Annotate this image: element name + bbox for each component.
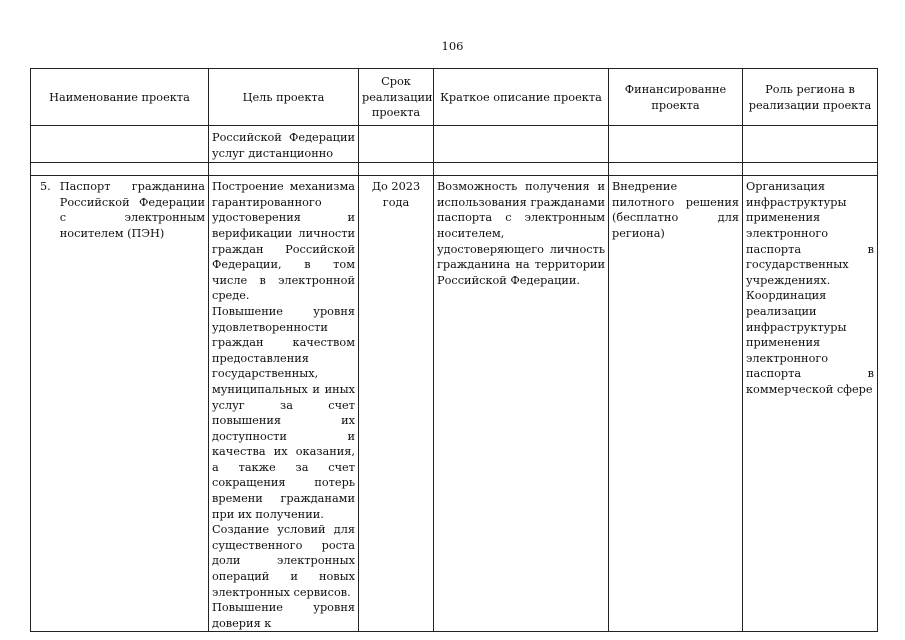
table-row-project-5 (31, 176, 878, 632)
page-number: 106 (441, 39, 464, 53)
cell-project-name (31, 176, 209, 632)
role-paragraph: Организация инфраструктуры применения электронного паспорта в государственных учреждениях. (746, 180, 874, 287)
header-project-financing: Финансированне проекта (609, 69, 743, 126)
cell-empty (609, 126, 743, 163)
header-region-role: Роль региона в реализации проекта (743, 69, 878, 126)
cell-project-goal (209, 176, 359, 632)
role-paragraph: Координация реализации инфраструктуры применения электронного паспорта в коммерческой сфере (746, 289, 874, 396)
cell-empty (31, 126, 209, 163)
goal-paragraph: Повышение уровня доверия к (212, 601, 355, 630)
header-project-goal: Цель проекта (209, 69, 359, 126)
cell-empty (609, 163, 743, 176)
cell-empty (359, 126, 434, 163)
cell-empty (434, 126, 609, 163)
cell-empty (359, 163, 434, 176)
cell-empty (434, 163, 609, 176)
header-project-description: Краткое описание проекта (434, 69, 609, 126)
header-project-name: Наименование проекта (31, 69, 209, 126)
table-row-continuation (31, 126, 878, 163)
cell-empty (31, 163, 209, 176)
table-row-spacer (31, 163, 878, 176)
cell-goal-continuation: Российской Федерации услуг дистанционно (209, 126, 359, 163)
cell-project-description: Возможность получения и использования гражданами паспорта с электронным носителем, удостоверяющего личность гражданина на территории Российской Федерации. (434, 176, 609, 632)
goal-paragraph: Построение механизма гарантированного удостоверения и верификации личности граждан Российской Федерации, в том числе в электронной среде. (212, 180, 355, 303)
project-name: Паспорт гражданина Российской Федерации с электронным носителем (ПЭН) (59, 180, 205, 240)
cell-project-financing: Внедрение пилотного решения (бесплатно для региона) (609, 176, 743, 632)
cell-project-term: До 2023 года (359, 176, 434, 632)
goal-paragraph: Создание условий для существенного роста доли электронных операций и новых электронных сервисов. (212, 523, 355, 599)
cell-empty (209, 163, 359, 176)
cell-empty (743, 163, 878, 176)
header-project-term: Срок реализации проекта (359, 69, 434, 126)
cell-region-role (743, 176, 878, 632)
project-number: 5. (40, 180, 51, 194)
table-header-row (31, 69, 878, 126)
projects-table (30, 68, 878, 632)
goal-paragraph: Повышение уровня удовлетворенности граждан качеством предоставления государственных, муниципальных и иных услуг за счет повышения их доступности и качества их оказания, а также за счет сокращения потерь времени гражданами при их получении. (212, 304, 355, 521)
cell-empty (743, 126, 878, 163)
